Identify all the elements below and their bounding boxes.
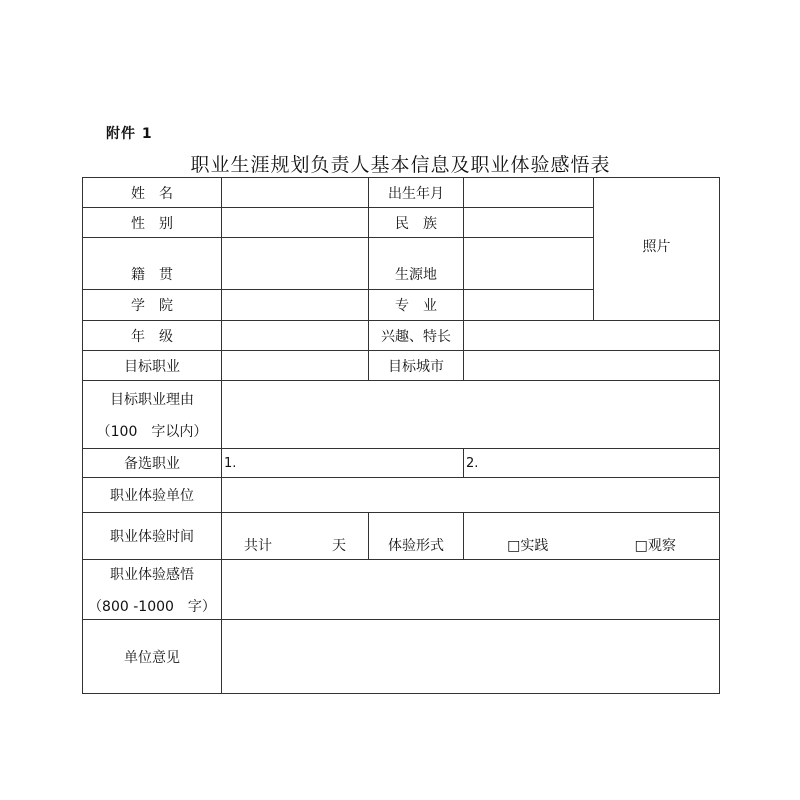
checkbox-observe[interactable]: □观察 [634,538,676,554]
label-target-reason-line2: （100 字以内） [96,423,208,440]
label-target-reason [83,381,222,449]
input-feelings[interactable] [222,560,720,620]
input-target-city[interactable] [464,351,720,381]
alt-job-item-2: 2. [466,455,479,471]
input-native-place[interactable] [222,238,369,290]
document-title: 职业生涯规划负责人基本信息及职业体验感悟表 [190,154,611,176]
input-grade[interactable] [222,321,369,351]
label-feelings-line1: 职业体验感悟 [110,566,194,583]
input-birth[interactable] [464,178,594,208]
input-alt-job-2[interactable] [464,449,720,478]
label-photo: 照片 [642,239,671,255]
label-gender: 性 别 [83,208,222,238]
input-gender[interactable] [222,208,369,238]
input-origin[interactable] [464,238,594,290]
label-ethnicity: 民 族 [369,208,464,238]
label-alt-job: 备选职业 [83,449,222,478]
total-prefix: 共计 [244,538,272,554]
label-feelings [83,560,222,620]
label-hobbies: 兴趣、特长 [369,321,464,351]
label-birth: 出生年月 [369,178,464,208]
label-major: 专 业 [369,290,464,321]
label-target-reason-line1: 目标职业理由 [110,391,194,408]
label-name: 姓 名 [83,178,222,208]
label-unit-opinion: 单位意见 [83,620,222,694]
label-exp-form: 体验形式 [369,513,464,560]
input-college[interactable] [222,290,369,321]
input-target-job[interactable] [222,351,369,381]
label-target-job: 目标职业 [83,351,222,381]
input-target-reason[interactable] [222,381,720,449]
attachment-label: 附件 1 [106,126,153,142]
alt-job-item-1: 1. [224,455,237,471]
label-exp-time: 职业体验时间 [83,513,222,560]
input-name[interactable] [222,178,369,208]
label-grade: 年 级 [83,321,222,351]
input-hobbies[interactable] [464,321,720,351]
label-college: 学 院 [83,290,222,321]
input-exp-time[interactable] [222,513,369,560]
exp-form-options [464,513,720,560]
label-target-city: 目标城市 [369,351,464,381]
input-major[interactable] [464,290,594,321]
input-ethnicity[interactable] [464,208,594,238]
label-native-place: 籍 贯 [83,238,222,290]
photo-area[interactable] [594,178,720,321]
input-alt-job-1[interactable] [222,449,464,478]
total-suffix: 天 [332,538,346,554]
input-exp-unit[interactable] [222,478,720,513]
label-exp-unit: 职业体验单位 [83,478,222,513]
checkbox-practice[interactable]: □实践 [507,538,549,554]
input-unit-opinion[interactable] [222,620,720,694]
label-feelings-line2: （800 -1000 字） [88,598,216,615]
label-origin: 生源地 [369,238,464,290]
info-form-table [82,177,720,694]
